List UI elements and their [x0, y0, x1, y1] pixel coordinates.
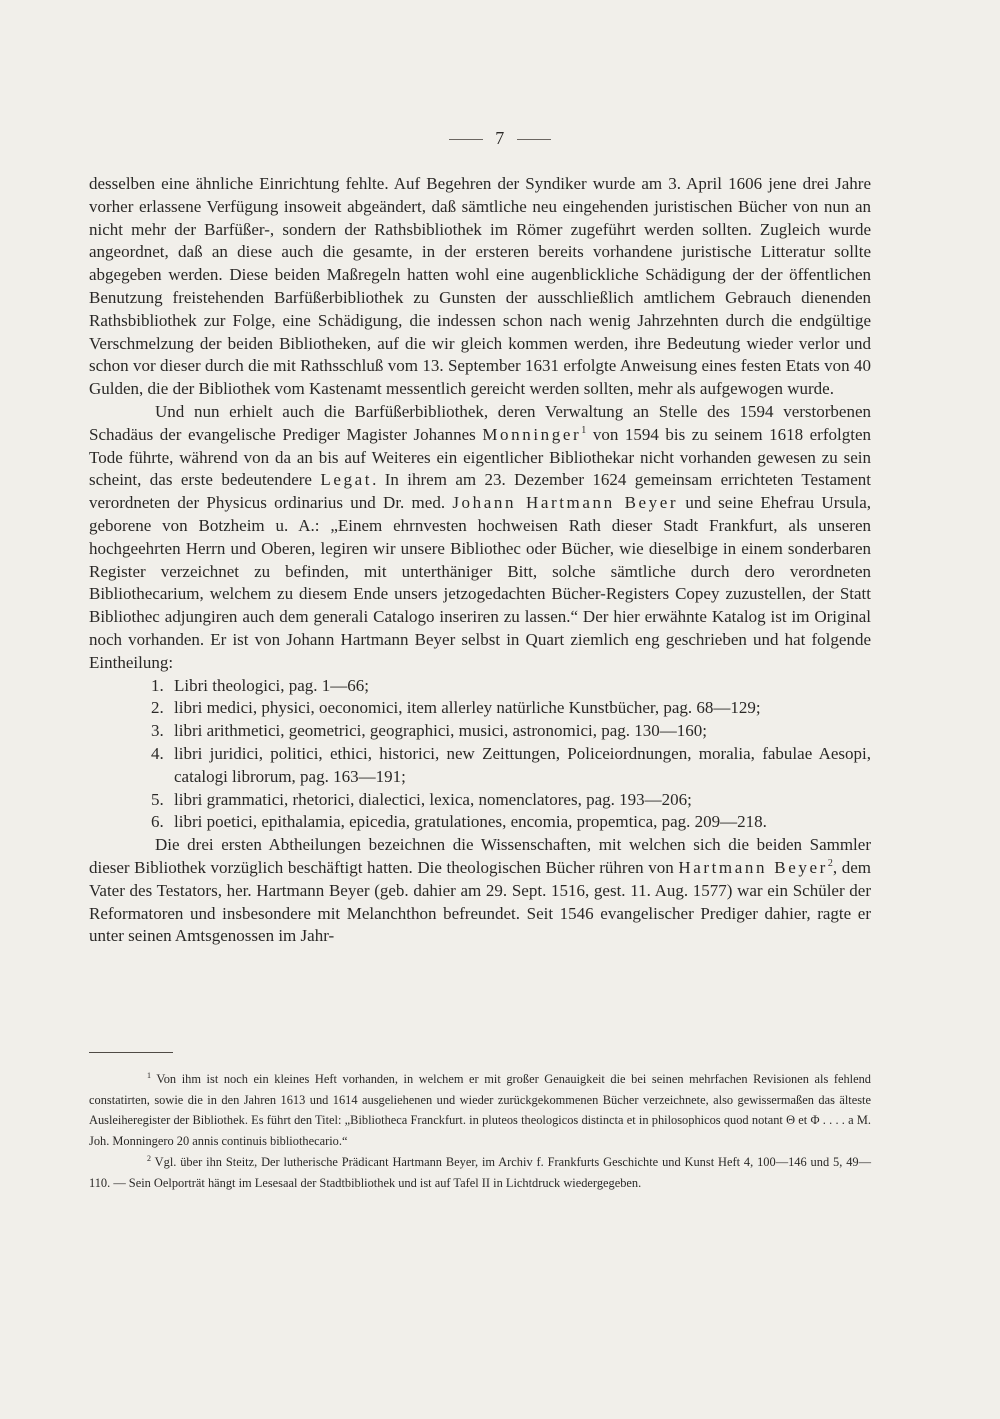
page-header [0, 128, 1000, 149]
list-item-text: libri medici, physici, oeconomici, item allerley natürliche Kunstbücher, pag. 68—129; [174, 698, 761, 718]
header-dash-left [449, 139, 483, 140]
footnotes [89, 1069, 871, 1193]
list-item-text: Libri theologici, pag. 1—66; [174, 675, 369, 695]
paragraph-3-text-b: , dem Vater des Testators, her. Hartmann Beyer (geb. dahier am 29. Sept. 1516, gest. 11. Aug. 1577) war ein Schüler der Reformatoren und insbesondere mit Melanchthon befreundet. Seit 1546 evangelischer Prediger dahier, ragte er unter seinen Amtsgenossen im Jahr- [89, 857, 871, 946]
page-number: 7 [495, 128, 505, 148]
footnote-text: Vgl. über ihn Steitz, Der lutherische Prädicant Hartmann Beyer, im Archiv f. Frankfurts Geschichte und Kunst Heft 4, 100—146 und 5, 49—110. — Sein Oelporträt hängt im Lesesaal der Stadtbibliothek und ist auf Tafel II in Lichtdruck wiedergegeben. [89, 1155, 871, 1190]
paragraph-2-text-d: und seine Ehefrau Ursula, geborene von Botzheim u. A.: „Einem ehrnvesten hochweisen Rath dieser Stadt Frankfurt, als unseren hochgeehrten Herrn und Oberen, legiren wir unsere Bibliothec oder Bücher, wie dieselbige in einem sonderbaren Register verzeichnet zu befinden, mit unterthäniger Bitt, solche sämtliche durch dero verordneten Bibliothecarium, welchem zu diesem Ende unsers jetzogedachten Bücher-Registers Copey zuzustellen, der Statt Bibliothec adjungiren auch dem generali Catalogo inseriren zu lassen.“ Der hier erwähnte Katalog ist im Original noch vorhanden. Er ist von Johann Hartmann Beyer selbst in Quart ziemlich eng geschrieben und hat folgende Eintheilung: [89, 493, 871, 672]
list-item [89, 743, 871, 789]
footnote-separator [89, 1052, 173, 1053]
paragraph-1-text: desselben eine ähnliche Einrichtung fehlte. Auf Begehren der Syndiker wurde am 3. April 1606 jene drei Jahre vorher erlassene Verfügung insoweit abgeändert, daß sämtliche neu eingehenden juristischen Bücher von nun an nicht mehr der Barfüßer-, sondern der Rathsbibliothek im Römer zugeführt werden sollten. Zugleich wurde angeordnet, daß an diese auch die gesamte, in der ersteren bereits vorhandene juristische Litteratur sollte abgegeben werden. Diese beiden Maßregeln hatten wohl eine augenblickliche Schädigung der der öffentlichen Benutzung freistehenden Barfüßerbibliothek zu Gunsten der ausschließlich amtlichem Gebrauch dienenden Rathsbibliothek zur Folge, eine Schädigung, die indessen schon nach wenig Jahrzehnten durch die endgültige Verschmelzung der beiden Bibliotheken, auf die wir gleich kommen werden, ihre Bedeutung wieder verlor und schon vor dieser durch die mit Rathsschluß vom 13. September 1631 erfolgte Anweisung eines festen Etats von 40 Gulden, die der Bibliothek vom Kastenamt messentlich gereicht werden sollten, mehr als aufgewogen wurde. [89, 174, 871, 399]
list-item-number: 4. [151, 743, 164, 763]
footnote [89, 1069, 871, 1151]
list-item-number: 5. [151, 789, 164, 809]
footnote-mark: 2 [147, 1154, 151, 1163]
list-item-number: 3. [151, 721, 164, 741]
paragraph-1 [89, 173, 871, 401]
paragraph-2 [89, 401, 871, 675]
list-item-number: 6. [151, 812, 164, 832]
paragraph-2-text-a: Und nun erhielt auch die Barfüßerbibliothek, deren Verwaltung an Stelle des 1594 verstorbenen Schadäus der evangelische Prediger Magister Johannes [89, 401, 871, 444]
list-item-text: libri juridici, politici, ethici, historici, new Zeittungen, Policeiordnungen, moralia, fabulae Aesopi, catalogi librorum, pag. 163—191; [174, 743, 871, 786]
list-item [89, 720, 871, 743]
list-item [89, 789, 871, 812]
list-item [89, 811, 871, 834]
footnote-text: Von ihm ist noch ein kleines Heft vorhanden, in welchem er mit großer Genauigkeit die bei seinen mehrfachen Revisionen als fehlend constatirten, sowie die in den Jahren 1613 und 1614 ausgeliehenen und wieder zurückgekommenen Bücher verzeichnete, also gewissermaßen das älteste Ausleiheregister der Bibliothek. Es führt den Titel: „Bibliotheca Franckfurt. in pluteos theologicos distincta et in philosophicos quod notant Θ et Φ . . . . a M. Joh. Monningero 20 annis continuis bibliothecario.“ [89, 1072, 872, 1148]
main-text [89, 173, 871, 948]
catalogue-division-list [89, 675, 871, 835]
footnote-ref-1[interactable]: 1 [581, 424, 587, 436]
paragraph-2-text-c: . In ihrem am 23. Dezember 1624 gemeinsam errichteten Testament verordneten der Physicus ordinarius und Dr. med. [89, 470, 871, 513]
list-item [89, 675, 871, 698]
list-item-text: libri grammatici, rhetorici, dialectici, lexica, nomenclatores, pag. 193—206; [174, 789, 692, 809]
footnote-mark: 1 [147, 1071, 151, 1080]
list-item [89, 697, 871, 720]
header-dash-right [517, 139, 551, 140]
paragraph-2-text-b: von 1594 bis zu seinem 1618 erfolgten Tode führte, während von da an bis auf Weiteres ein eigentlicher Bibliothekar nicht vorhanden gewesen zu sein scheint, das erste bedeutendere [89, 424, 871, 490]
spaced-word-legat: Legat [320, 470, 373, 490]
list-item-text: libri arithmetici, geometrici, geographici, musici, astronomici, pag. 130—160; [174, 721, 708, 741]
footnote-ref-2[interactable]: 2 [827, 857, 833, 869]
spaced-name-beyer: Johann Hartmann Beyer [452, 493, 679, 513]
paragraph-3 [89, 834, 871, 948]
footnote [89, 1152, 871, 1193]
list-item-number: 2. [151, 698, 164, 718]
spaced-name-hartmann-beyer: Hartmann Beyer [678, 857, 828, 877]
paragraph-3-text-a: Die drei ersten Abtheilungen bezeichnen die Wissenschaften, mit welchen sich die beiden Sammler dieser Bibliothek vorzüglich beschäftigt hatten. Die theologischen Bücher rühren von [89, 835, 871, 877]
list-item-text: libri poetici, epithalamia, epicedia, gratulationes, encomia, propemtica, pag. 209—218. [174, 812, 767, 832]
spaced-name-monninger: Monninger [482, 424, 582, 444]
list-item-number: 1. [151, 675, 164, 695]
